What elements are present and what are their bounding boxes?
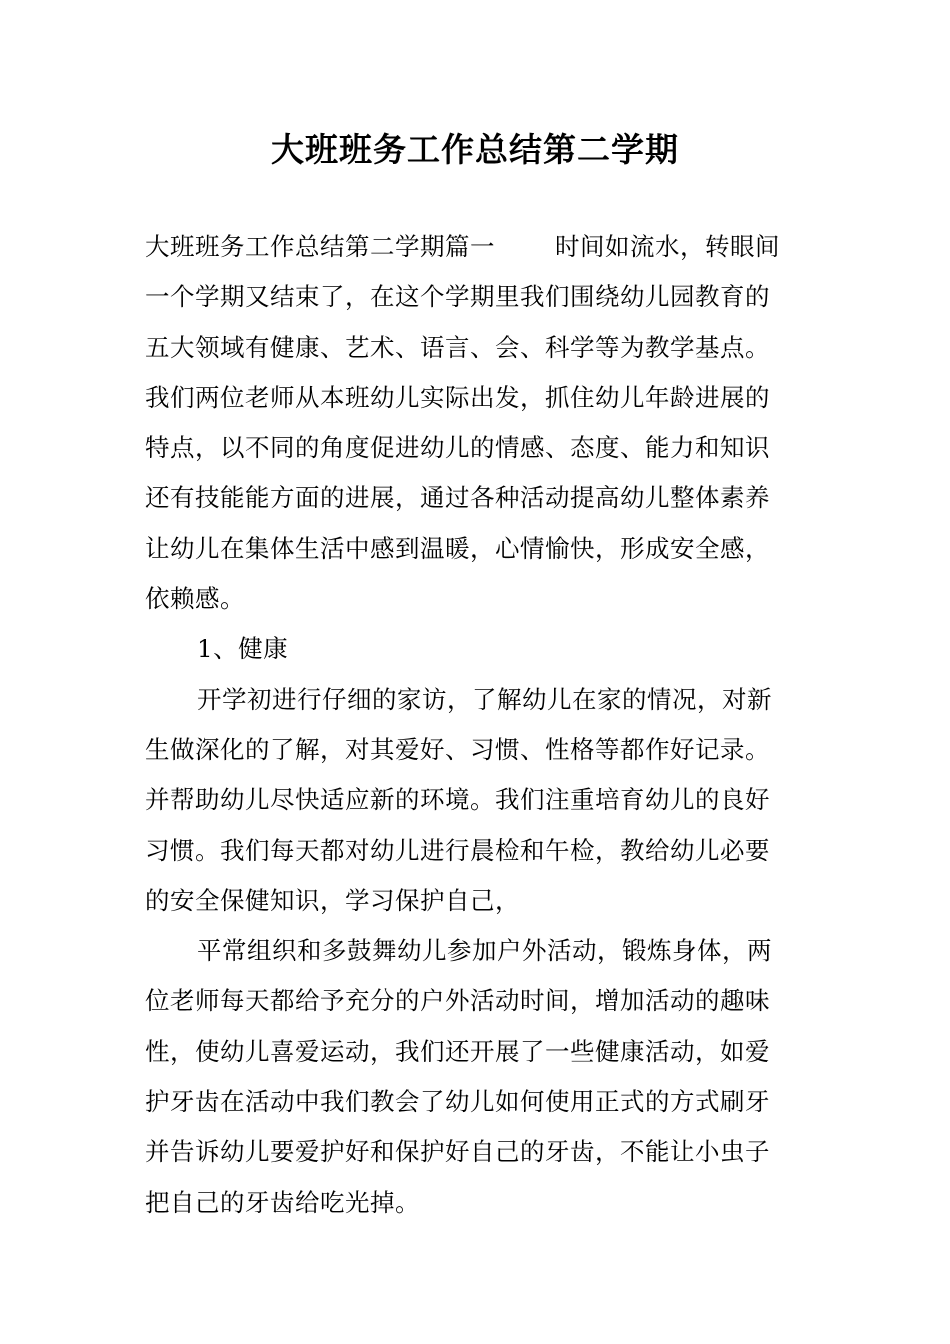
intro-line: 五大领域有健康、艺术、语言、会、科学等为教学基点。 <box>145 332 770 362</box>
document-title: 大班班务工作总结第二学期 <box>271 130 679 169</box>
intro-line: 特点，以不同的角度促进幼儿的情感、态度、能力和知识 <box>145 433 770 463</box>
health-p2-line: 位老师每天都给予充分的户外活动时间，增加活动的趣味 <box>145 986 770 1016</box>
health-p2-line: 并告诉幼儿要爱护好和保护好自己的牙齿，不能让小虫子 <box>145 1137 770 1167</box>
intro-line: 我们两位老师从本班幼儿实际出发，抓住幼儿年龄进展的 <box>145 382 770 412</box>
health-p1-line: 习惯。我们每天都对幼儿进行晨检和午检，教给幼儿必要 <box>145 835 770 865</box>
health-p2-line: 把自己的牙齿给吃光掉。 <box>145 1187 420 1217</box>
health-p2-line: 平常组织和多鼓舞幼儿参加户外活动，锻炼身体，两 <box>197 936 772 966</box>
section-heading-health <box>145 624 810 674</box>
health-p2-line: 性，使幼儿喜爱运动，我们还开展了一些健康活动，如爱 <box>145 1036 770 1066</box>
intro-line: 依赖感。 <box>145 584 245 614</box>
health-paragraph-2 <box>145 926 810 1228</box>
intro-paragraph <box>145 222 810 624</box>
health-p1-line: 并帮助幼儿尽快适应新的环境。我们注重培育幼儿的良好 <box>145 785 770 815</box>
section-heading-text: 1、健康 <box>197 634 289 664</box>
health-p2-line: 护牙齿在活动中我们教会了幼儿如何使用正式的方式刷牙 <box>145 1087 770 1117</box>
health-p1-line: 开学初进行仔细的家访，了解幼儿在家的情况，对新 <box>197 684 772 714</box>
document-body <box>145 222 810 1228</box>
intro-line-text: 时间如流水，转眼间 <box>555 232 780 261</box>
health-p1-line: 的安全保健知识，学习保护自己， <box>145 885 520 915</box>
intro-line: 还有技能能方面的进展，通过各种活动提高幼儿整体素养 <box>145 483 770 513</box>
intro-heading: 大班班务工作总结第二学期篇一 <box>145 232 495 261</box>
intro-line: 一个学期又结束了，在这个学期里我们围绕幼儿园教育的 <box>145 282 770 312</box>
intro-line: 让幼儿在集体生活中感到温暖，心情愉快，形成安全感， <box>145 533 770 563</box>
health-paragraph-1 <box>145 675 810 926</box>
intro-line-1 <box>145 222 810 272</box>
health-p1-line: 生做深化的了解，对其爱好、习惯、性格等都作好记录。 <box>145 734 770 764</box>
